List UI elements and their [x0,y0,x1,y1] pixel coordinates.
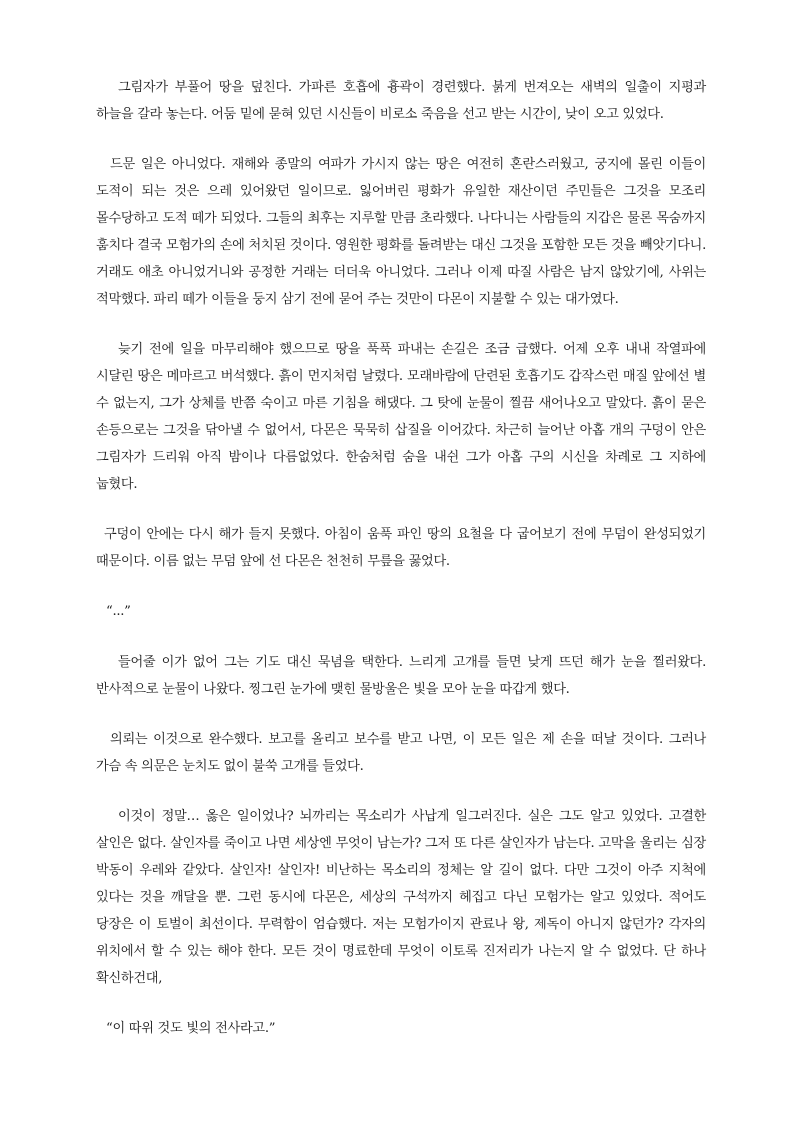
paragraph-digging: 늦기 전에 일을 마무리해야 했으므로 땅을 푹푹 파내는 손길은 조금 급했다. 어제 오후 내내 작열파에 시달린 땅은 메마르고 버석했다. 흙이 먼지처럼 날렸다. 모래바람에 단련된 호흡기도 갑작스런 매질 앞에선 별 수 없는지, 그가 상체를 반쯤 숙이고 마른 기침을 해댔다. 그 탓에 눈물이 찔끔 새어나오고 말았다. 흙이 묻은 손등으로는 그것을 닦아낼 수 없어서, 다몬은 묵묵히 삽질을 이어갔다. 차근히 늘어난 아홉 개의 구덩이 안은 그림자가 드리워 아직 밤이나 다름없었다. 한숨처럼 숨을 내쉰 그가 아홉 구의 시신을 차례로 그 지하에 눕혔다. [96,342,706,492]
paragraph-dawn: 그림자가 부풀어 땅을 덮친다. 가파른 호흡에 흉곽이 경련했다. 붉게 번져오는 새벽의 일출이 지평과 하늘을 갈라 놓는다. 어둠 밑에 묻혀 있던 시신들이 비로소 죽음을 선고 받는 시간이, 낮이 오고 있었다. [96,80,706,122]
paragraph-silent-prayer: 들어줄 이가 없어 그는 기도 대신 묵념을 택한다. 느리게 고개를 들면 낮게 뜨던 해가 눈을 찔러왔다. 반사적으로 눈물이 나왔다. 찡그린 눈가에 맺힌 물방울은 빛을 모아 눈을 따갑게 했다. [96,655,706,697]
document-page [96,74,706,1042]
paragraph-final-dialogue: “이 따위 것도 빛의 전사라고.” [106,1021,276,1036]
paragraph-request-complete: 의뢰는 이것으로 완수했다. 보고를 올리고 보수를 받고 나면, 이 모든 일은 제 손을 떠날 것이다. 그러나 가슴 속 의문은 눈치도 없이 불쑥 고개를 들었다. [96,732,706,774]
paragraph-bandits: 드문 일은 아니었다. 재해와 종말의 여파가 가시지 않는 땅은 여전히 혼란스러웠고, 궁지에 몰린 이들이 도적이 되는 것은 으레 있어왔던 일이므로. 잃어버린 평화가 유일한 재산이던 주민들은 그것을 모조리 몰수당하고 도적 떼가 되었다. 그들의 최후는 지루할 만큼 초라했다. 나다니는 사람들의 지갑은 물론 목숨까지 훔치다 결국 모험가의 손에 처치된 것이다. 영원한 평화를 돌려받는 대신 그것을 포함한 모든 것을 빼앗기다니. 거래도 애초 아니었거니와 공정한 거래는 더더욱 아니었다. 그러나 이제 따질 사람은 남지 않았기에, 사위는 적막했다. 파리 떼가 이들을 둥지 삼기 전에 묻어 주는 것만이 다몬이 지불할 수 있는 대가였다. [96,157,706,307]
paragraph-ellipsis-dialogue: “...” [106,604,131,619]
paragraph-doubt: 이것이 정말… 옳은 일이었나? 뇌까리는 목소리가 사납게 일그러진다. 실은 그도 알고 있었다. 고결한 살인은 없다. 살인자를 죽이고 나면 세상엔 무엇이 남는가? 그저 또 다른 살인자가 남는다. 고막을 울리는 심장 박동이 우레와 같았다. 살인자! 살인자! 비난하는 목소리의 정체는 알 길이 없다. 다만 그것이 아주 지척에 있다는 것을 깨달을 뿐. 그런 동시에 다몬은, 세상의 구석까지 헤집고 다닌 모험가는 알고 있었다. 적어도 당장은 이 토벌이 최선이다. 무력함이 엄습했다. 저는 모험가이지 관료나 왕, 제독이 아니지 않던가? 각자의 위치에서 할 수 있는 해야 한다. 모든 것이 명료한데 무엇이 이토록 진저리가 나는지 알 수 없었다. 단 하나 확신하건대, [96,809,706,986]
paragraph-graves: 구덩이 안에는 다시 해가 들지 못했다. 아침이 움푹 파인 땅의 요철을 다 굽어보기 전에 무덤이 완성되었기 때문이다. 이름 없는 무덤 앞에 선 다몬은 천천히 무릎을 꿇었다. [96,527,706,569]
